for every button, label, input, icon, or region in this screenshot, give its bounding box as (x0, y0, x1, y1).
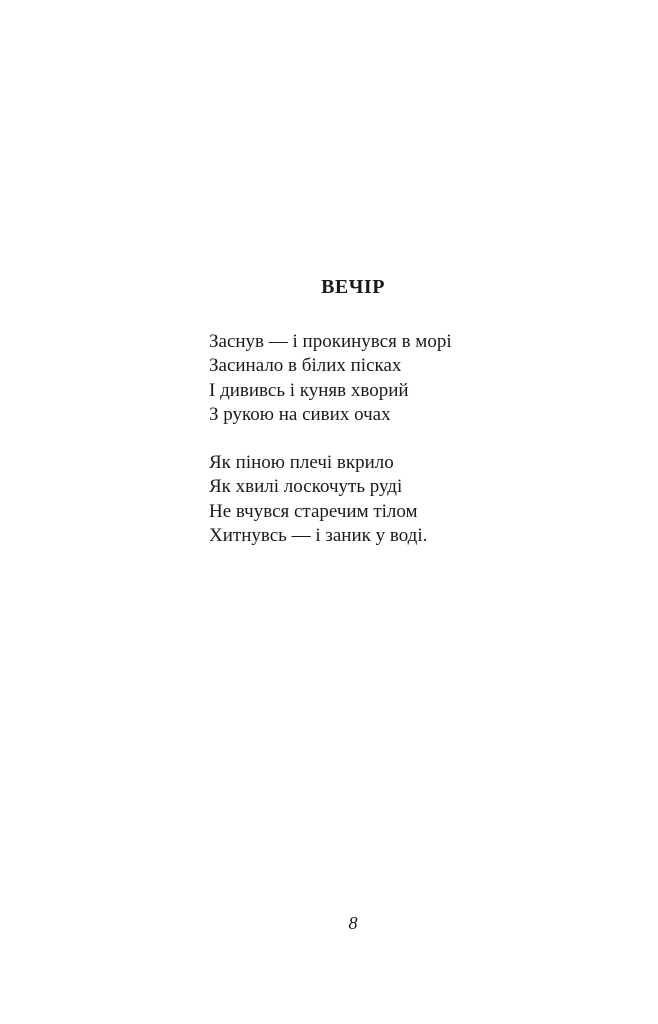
verse-line: І дививсь і куняв хворий (209, 379, 409, 401)
verse-line: Хитнувсь — і заник у воді. (209, 524, 428, 546)
verse-line: Заснув — і прокинувся в морі (209, 331, 452, 352)
verse-line: Не вчувся старечим тілом (209, 500, 418, 522)
stanza (209, 330, 452, 427)
poem-title: ВЕЧІР (321, 276, 385, 298)
verse-line: Засинало в білих пісках (209, 355, 402, 377)
verse-line: З рукою на сивих очах (209, 403, 391, 425)
verse-line: Як піною плечі вкрило (209, 452, 394, 473)
stanza (209, 451, 427, 548)
verse-line: Як хвилі лоскочуть руді (209, 476, 403, 498)
page-number: 8 (348, 913, 358, 933)
